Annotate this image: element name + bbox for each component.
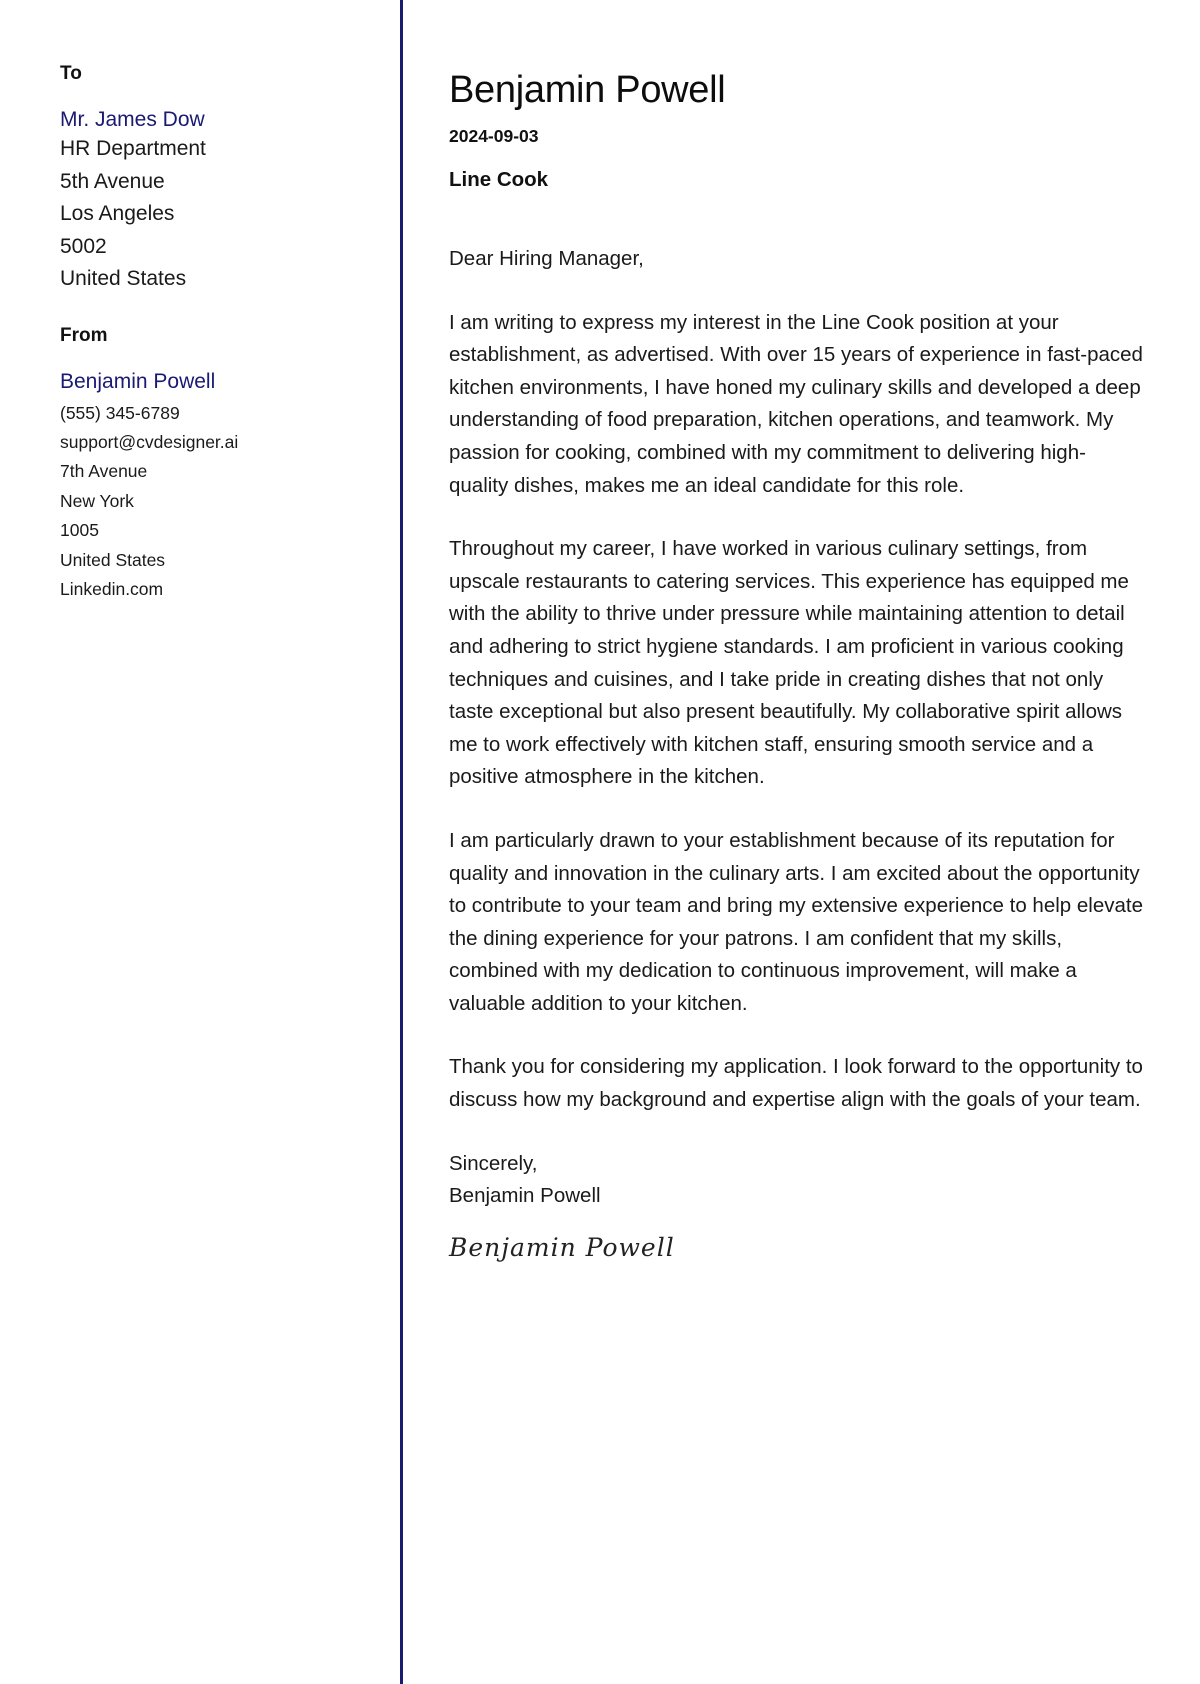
recipient-city: Los Angeles (60, 202, 175, 225)
salutation: Dear Hiring Manager, (449, 247, 644, 270)
recipient-name: Mr. James Dow (60, 108, 205, 131)
sender-email: support@cvdesigner.ai (60, 431, 239, 452)
sender-city: New York (60, 490, 134, 511)
closing-phrase: Sincerely, (449, 1151, 538, 1175)
job-title: Line Cook (449, 168, 549, 191)
closing-name: Benjamin Powell (449, 1184, 601, 1208)
sender-postal-code: 1005 (60, 520, 99, 541)
paragraph-thanks: Thank you for considering my application. I look forward to the opportunity to discuss how my background and expertise align with the goals of your team. (449, 1055, 1143, 1112)
recipient-department: HR Department (60, 137, 206, 160)
handwritten-signature: Benjamin Powell (449, 1232, 675, 1262)
letter-date: 2024-09-03 (449, 126, 539, 146)
paragraph-motivation: I am particularly drawn to your establishment because of its reputation for quality and innovation in the culinary arts. I am excited about the opportunity to contribute to your team and bring my extensive experience to help elevate the dining experience for your patrons. I am confident that my skills, combined with my dedication to continuous improvement, will make a valuable addition to your kitchen. (449, 828, 1143, 1015)
sender-country: United States (60, 549, 166, 570)
sender-phone: (555) 345-6789 (60, 402, 180, 423)
recipient-block (60, 62, 380, 296)
sender-name: Benjamin Powell (60, 369, 216, 393)
closing-block (449, 1148, 1144, 1213)
recipient-address (60, 133, 380, 296)
paragraph-experience: Throughout my career, I have worked in various culinary settings, from upscale restaurants to catering services. This experience has equipped me with the ability to thrive under pressure while maintaining attention to detail and adhering to strict hygiene standards. I am proficient in various cooking techniques and cuisines, and I take pride in creating dishes that not only taste exceptional but also present beautifully. My collaborative spirit allows me to work effectively with kitchen staff, ensuring smooth service and a positive atmosphere in the kitchen. (449, 537, 1129, 789)
letter-main (449, 62, 1144, 1265)
vertical-divider (400, 0, 403, 1684)
recipient-street: 5th Avenue (60, 169, 165, 193)
address-sidebar (60, 62, 380, 604)
recipient-country: United States (60, 267, 187, 290)
sender-contact (60, 399, 380, 605)
recipient-postal-code: 5002 (60, 234, 107, 258)
letter-body (449, 243, 1144, 1265)
sender-linkedin: Linkedin.com (60, 578, 164, 599)
from-label: From (60, 324, 108, 346)
to-label: To (60, 63, 82, 84)
sender-street: 7th Avenue (60, 461, 148, 482)
sender-block (60, 324, 380, 605)
page-title: Benjamin Powell (449, 69, 726, 111)
paragraph-intro: I am writing to express my interest in the Line Cook position at your establishment, as advertised. With over 15 years of experience in fast-paced kitchen environments, I have honed my culinary skills and developed a deep understanding of food preparation, kitchen operations, and teamwork. My passion for cooking, combined with my commitment to delivering high-quality dishes, makes me an ideal candidate for this role. (449, 310, 1143, 497)
